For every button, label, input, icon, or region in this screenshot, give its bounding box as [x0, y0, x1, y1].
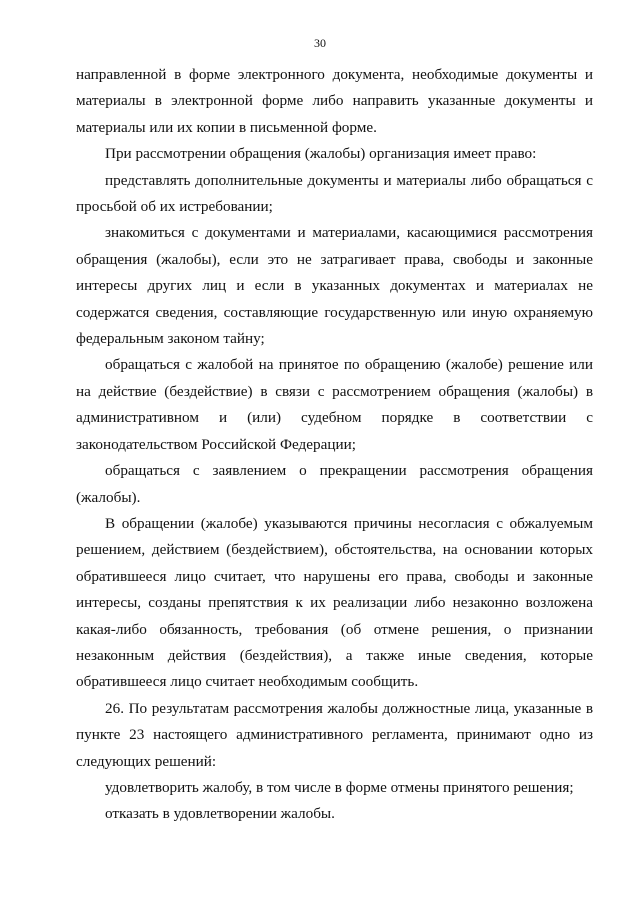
- page-number: 30: [314, 36, 326, 50]
- document-body: [76, 62, 593, 828]
- paragraph-complaint-contents: В обращении (жалобе) указываются причины несогласия с обжалуемым решением, действием (бездействием), обстоятельства, на основании которых обратившееся лицо считает, что нарушены его права, свободы и законные интересы, созданы препятствия к их реализации либо незаконно возложена какая-либо обязанность, требования (об отмене решения, о признании незаконным действия (бездействия), а также иные сведения, которые обратившееся лицо считает необходимым сообщить.: [76, 514, 593, 691]
- paragraph-decision-refuse: отказать в удовлетворении жалобы.: [105, 805, 335, 823]
- paragraph-right-review-materials: знакомиться с документами и материалами, касающимися рассмотрения обращения (жалобы), если это не затрагивает права, свободы и законные интересы других лиц и если в указанных документах и материалах не содержатся сведения, составляющие государственную или иную охраняемую федеральным законом тайну;: [76, 224, 593, 348]
- paragraph-right-withdraw: обращаться с заявлением о прекращении рассмотрения обращения (жалобы).: [76, 462, 593, 506]
- paragraph-rights-intro: При рассмотрении обращения (жалобы) организация имеет право:: [105, 145, 537, 163]
- paragraph-decision-satisfy: удовлетворить жалобу, в том числе в форме отмены принятого решения;: [105, 778, 574, 796]
- paragraph-continuation: направленной в форме электронного документа, необходимые документы и материалы в электронной форме либо направить указанные документы и материалы или их копии в письменной форме.: [76, 66, 593, 136]
- paragraph-item-26: 26. По результатам рассмотрения жалобы должностные лица, указанные в пункте 23 настоящего административного регламента, принимают одно из следующих решений:: [76, 699, 593, 770]
- paragraph-right-submit-documents: представлять дополнительные документы и материалы либо обращаться с просьбой об их истребовании;: [76, 171, 593, 216]
- paragraph-right-appeal: обращаться с жалобой на принятое по обращению (жалобе) решение или на действие (бездействие) в связи с рассмотрением обращения (жалобы) в административном и (или) судебном порядке в соответствии с законодательством Российской Федерации;: [76, 356, 593, 453]
